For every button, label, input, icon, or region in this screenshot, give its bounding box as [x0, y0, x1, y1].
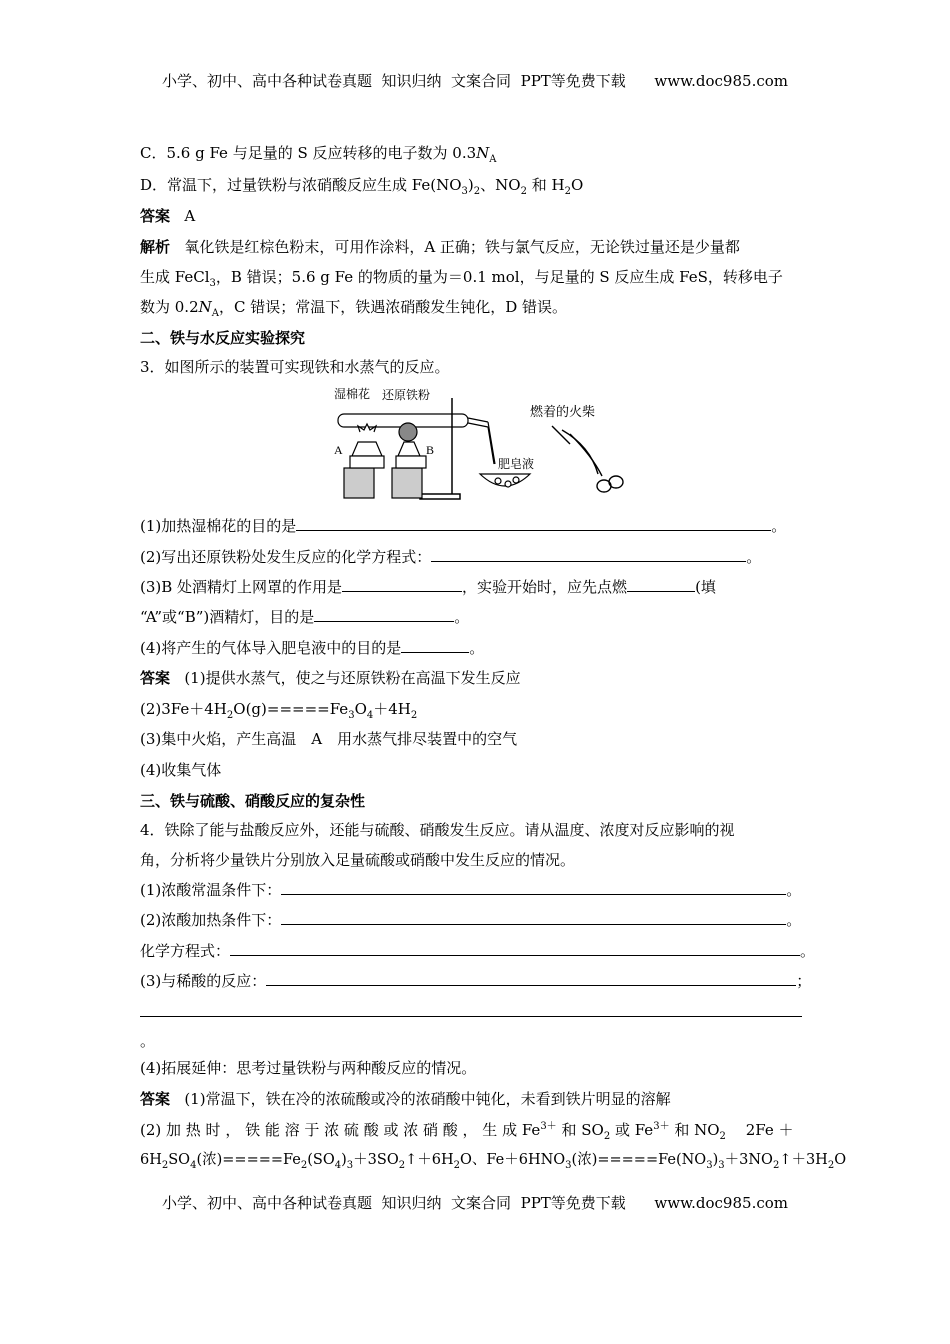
- q4-sub2: (2)浓酸加热条件下： 。: [140, 911, 802, 929]
- analysis-label: 解析: [140, 238, 171, 256]
- spirit-lamp-a: [344, 424, 384, 498]
- q4-sub3: (3)与稀酸的反应： ；: [140, 972, 812, 990]
- page-footer: 小学、初中、高中各种试卷真题 知识归纳 文案合同 PPT等免费下载 www.doc985.com: [161, 1194, 788, 1212]
- q4-answer-2-line-2: $6H_2SO_4$(浓)$=====Fe_2(SO_4)_3+3SO_2↑+6H_2O$、$Fe+6HNO_3$(浓)$=====Fe(NO_3)_3+3NO_2↑+3H_2O$: [140, 1152, 847, 1171]
- blank: [314, 607, 454, 622]
- apparatus-diagram: [330, 386, 630, 504]
- blank: [627, 577, 695, 592]
- q3-sub1: (1)加热湿棉花的目的是 。: [140, 517, 787, 535]
- q2-answer: [140, 206, 195, 226]
- q2-analysis-line-3: 数为 $0.2N_A$，C 错误；常温下，铁遇浓硝酸发生钝化，D 错误。: [140, 298, 568, 319]
- q3-answer-2: $(2)3Fe+4H_2O(g)=====Fe_3O_4+4H_2$: [140, 700, 418, 721]
- label-iron-powder: 还原铁粉: [382, 388, 431, 402]
- blank: [401, 638, 469, 653]
- q4-answer-1: 答案 (1)常温下，铁在冷的浓硫酸或冷的浓硝酸中钝化，未看到铁片明显的溶解: [140, 1090, 671, 1108]
- label-a: A: [334, 443, 343, 457]
- q3-sub4: (4)将产生的气体导入肥皂液中的目的是 。: [140, 639, 485, 657]
- answer-value: A: [184, 207, 196, 225]
- section-3-title: 三、铁与硫酸、硝酸反应的复杂性: [140, 792, 366, 810]
- label-wet-cotton: 湿棉花: [334, 387, 371, 401]
- q2-analysis-line-2: 生成 FeCl$_3$，B 错误；5.6 g Fe 的物质的量为＝0.1 mol，与足量的 S 反应生成 FeS，转移电子: [140, 268, 783, 289]
- label-soap-solution: 肥皂液: [498, 457, 535, 471]
- soap-dish: [480, 474, 530, 487]
- q3-answer-4: (4)收集气体: [140, 761, 222, 779]
- label-b: B: [426, 443, 435, 457]
- blank: [431, 547, 746, 562]
- q3-sub3-line-2: “A”或“B”)酒精灯，目的是 。: [140, 608, 470, 626]
- q3-answer-3: (3)集中火焰，产生高温 A 用水蒸气排尽装置中的空气: [140, 730, 518, 748]
- q4-sub3-end: 。: [140, 1032, 156, 1050]
- tongs-with-match: [552, 426, 623, 492]
- blank: [230, 941, 800, 956]
- na-symbol: N: [476, 144, 490, 162]
- q4-sub1: (1)浓酸常温条件下： 。: [140, 881, 802, 899]
- q3-answer-1: 答案 (1)提供水蒸气，使之与还原铁粉在高温下发生反应: [140, 669, 521, 687]
- page-header: 小学、初中、高中各种试卷真题 知识归纳 文案合同 PPT等免费下载 www.doc985.com: [161, 72, 788, 90]
- q3-sub3-line-1: (3)B 处酒精灯上网罩的作用是 ，实验开始时，应先点燃 (填: [140, 578, 716, 596]
- q3-sub2: (2)写出还原铁粉处发生反应的化学方程式： 。: [140, 548, 762, 566]
- blank: [266, 971, 796, 986]
- q3-stem: 3．如图所示的装置可实现铁和水蒸气的反应。: [140, 358, 450, 376]
- option-c-text: C．5.6 g Fe 与足量的 S 反应转移的电子数为 0.3: [140, 144, 477, 162]
- blank: [140, 1002, 802, 1017]
- blank: [281, 910, 786, 925]
- blank: [281, 880, 786, 895]
- q4-stem-line-1: 4．铁除了能与盐酸反应外，还能与硫酸、硝酸发生反应。请从温度、浓度对反应影响的视: [140, 821, 735, 839]
- q4-sub4: (4)拓展延伸：思考过量铁粉与两种酸反应的情况。: [140, 1059, 477, 1077]
- option-d: D．常温下，过量铁粉与浓硝酸反应生成 $Fe(NO_3)_2$、$NO_2$ 和 $H_2O$: [140, 176, 584, 197]
- blank: [296, 516, 771, 531]
- q4-sub3-continuation: [140, 1002, 802, 1022]
- q4-stem-line-2: 角，分析将少量铁片分别放入足量硫酸或硝酸中发生反应的情况。: [140, 851, 576, 869]
- label-burning-match: 燃着的火柴: [530, 404, 596, 419]
- section-2-title: 二、铁与水反应实验探究: [140, 329, 306, 347]
- q4-sub2-equation: 化学方程式： 。: [140, 942, 816, 960]
- na-subscript: A: [489, 154, 497, 165]
- q4-answer-2-line-1: (2) 加 热 时 ， 铁 能 溶 于 浓 硫 酸 或 浓 硝 酸 ， 生 成 $Fe^{3+}$ 和 $SO_2$ 或 $Fe^{3+}$ 和 $NO_2$ 2Fe ＋: [140, 1121, 794, 1142]
- blank: [342, 577, 462, 592]
- option-c: [140, 143, 497, 163]
- spirit-lamp-b: [392, 423, 426, 498]
- q2-analysis-line-1: 解析 氧化铁是红棕色粉末，可用作涂料，A 正确；铁与氯气反应，无论铁过量还是少量都: [140, 238, 740, 256]
- answer-label: 答案: [140, 207, 171, 225]
